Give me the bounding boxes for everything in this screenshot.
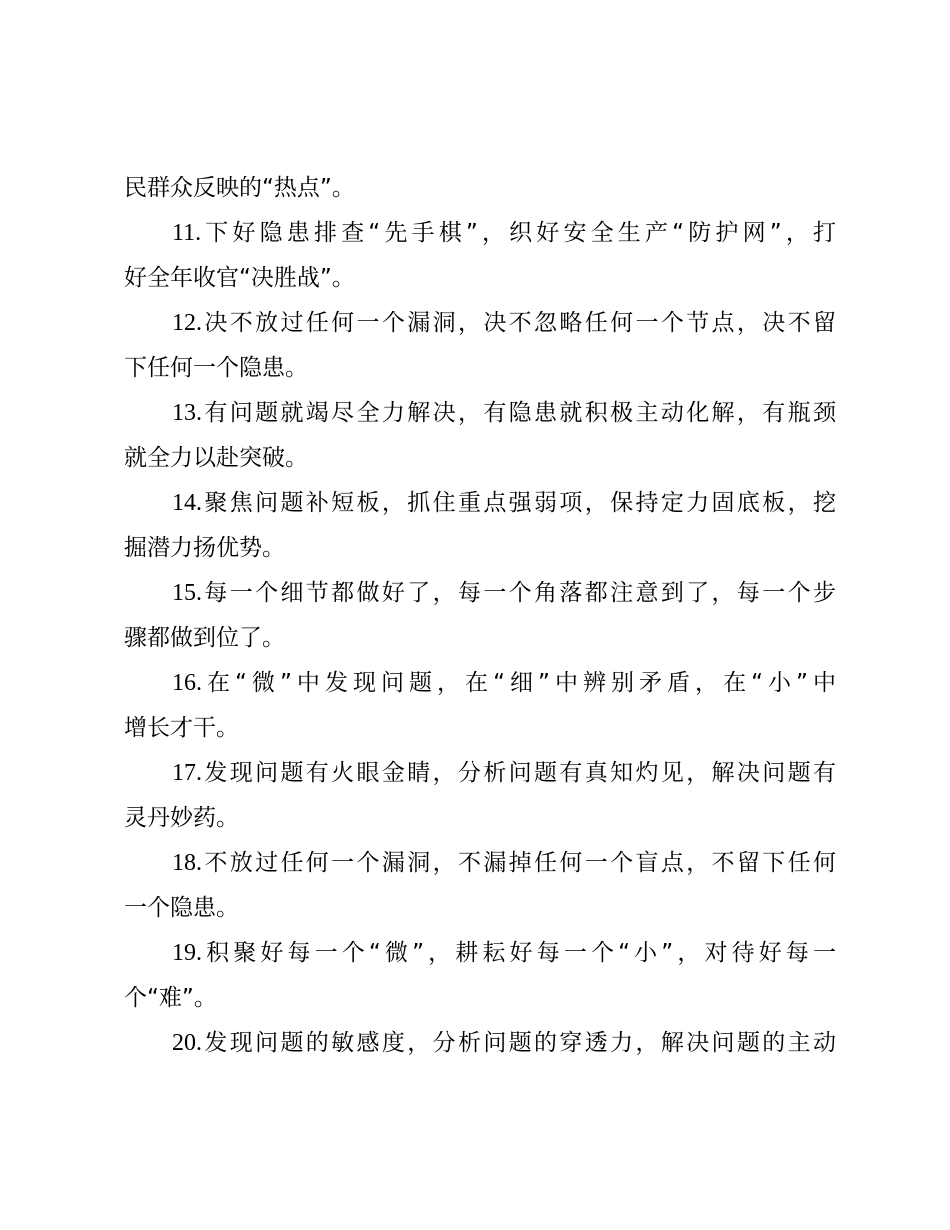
list-item-18-first-line [124,841,836,886]
list-item-14-first-line [124,481,836,526]
item-text: 每一个细节都做好了，每一个角落都注意到了，每一个步 [202,580,836,606]
list-item-14 [124,481,836,571]
item-number: 15. [172,580,202,606]
item-text: 下好隐患排查“先手棋”，织好安全生产“防护网”，打 [201,220,836,246]
item-number: 11. [172,220,202,246]
list-item-16 [124,661,836,751]
list-item-16-second-line: 增长才干。 [124,715,239,741]
item-number: 18. [172,850,202,876]
list-item-19-second-line: 个“难”。 [124,985,217,1011]
item-number: 14. [172,490,202,516]
list-item-15 [124,571,836,661]
list-item-11 [124,211,836,301]
list-item-18 [124,841,836,931]
item-number: 12. [172,310,202,336]
list-item-16-first-line [124,661,836,706]
list-item-12-second-line: 下任何一个隐患。 [124,355,308,381]
list-item-17 [124,751,836,841]
item-number: 19. [172,940,202,966]
list-item-13 [124,391,836,481]
item-text: 发现问题的敏感度，分析问题的穿透力，解决问题的主动 [202,1030,836,1056]
item-number: 13. [172,400,202,426]
item-number: 20. [172,1030,202,1056]
list-item-19-first-line [124,931,836,976]
list-item-19 [124,931,836,1021]
item-text: 决不放过任何一个漏洞，决不忽略任何一个节点，决不留 [202,310,836,336]
list-item-13-first-line [124,391,836,436]
list-item-18-second-line: 一个隐患。 [124,895,239,921]
item-text: 有问题就竭尽全力解决，有隐患就积极主动化解，有瓶颈 [202,400,836,426]
list-item-20-first-line [124,1021,836,1066]
continued-line: 民群众反映的“热点”。 [124,175,355,201]
list-item-17-first-line [124,751,836,796]
item-text: 不放过任何一个漏洞，不漏掉任何一个盲点，不留下任何 [202,850,836,876]
item-text: 发现问题有火眼金睛，分析问题有真知灼见，解决问题有 [202,760,836,786]
list-item-15-second-line: 骤都做到位了。 [124,625,285,651]
list-item-20 [124,1021,836,1066]
list-item-13-second-line: 就全力以赴突破。 [124,445,308,471]
list-item-11-second-line: 好全年收官“决胜战”。 [124,265,355,291]
item-text: 在“微”中发现问题，在“细”中辨别矛盾，在“小”中 [202,670,836,696]
list-item-12 [124,301,836,391]
list-item-11-first-line [124,211,836,256]
item-number: 17. [172,760,202,786]
item-number: 16. [172,670,202,696]
list-item-12-first-line [124,301,836,346]
item-text: 积聚好每一个“微”，耕耘好每一个“小”，对待好每一 [202,940,836,966]
list-item-17-second-line: 灵丹妙药。 [124,805,239,831]
document-page [124,166,836,1066]
list-item-14-second-line: 掘潜力扬优势。 [124,535,285,561]
list-item-15-first-line [124,571,836,616]
item-text: 聚焦问题补短板，抓住重点强弱项，保持定力固底板，挖 [202,490,836,516]
